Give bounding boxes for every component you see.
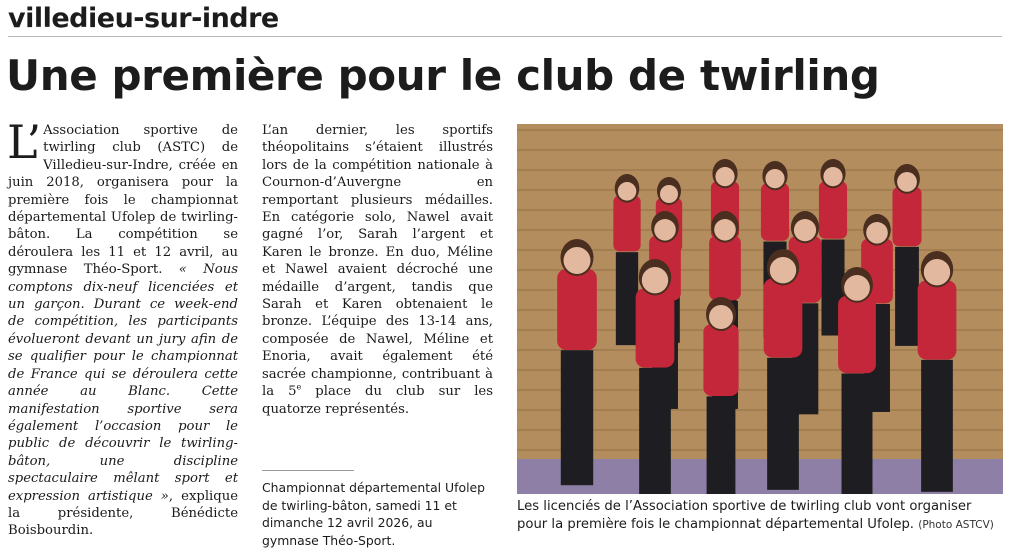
info-separator (262, 470, 354, 471)
body-text-col2a: L’an dernier, les sportifs théopolitains s’étaient illustrés lors de la compétition nationale à Cournon-d’Auvergne en remportant plusieurs médailles. En catégorie solo, Nawel avait gagné l’or, Sarah l’argent et Karen le bronze. En duo, Méline et Nawel avaient décroché une médaille d’argent, tandis que Sarah et Karen obtenaient le bronze. L’équipe des 13-14 ans, composée de Nawel, Méline et Enoria, avait également été sacrée championne, contribuant à la 5 (262, 123, 493, 400)
event-info-box: Championnat départemental Ufolep de twirling-bâton, samedi 11 et dimanche 12 avril 2026, au gymnase Théo-Sport. (262, 480, 485, 548)
drop-cap: L’ (7, 115, 42, 169)
team-member-figure (764, 249, 803, 490)
article-headline: Une première pour le club de twirling (6, 51, 880, 100)
caption-text: Les licenciés de l’Association sportive de twirling club vont organiser pour la première fois le championnat départemental Ufolep. (517, 499, 972, 532)
body-text-col2b: place du club sur les quatorze représentés. (262, 384, 493, 417)
team-member-figure (838, 267, 876, 494)
photo-credit: (Photo ASTCV) (918, 519, 994, 531)
section-kicker: villedieu-sur-indre (8, 3, 279, 34)
team-member-figure (557, 239, 597, 485)
article-column-1 (7, 115, 239, 540)
team-photo-illustration (517, 124, 1003, 494)
team-member-figure (918, 251, 957, 492)
team-photo (517, 124, 1003, 494)
photo-caption (517, 498, 1005, 534)
kicker-rule (8, 36, 1002, 37)
team-member-figure (892, 164, 921, 346)
team-member-figure (703, 297, 738, 494)
president-quote: « Nous comptons dix-neuf licenciées et un garçon. Durant ce week-end de compétition, les participants évolueront devant un jury afin de se qualifier pour le championnat de France qui se déroulera cette année au Blanc. Cette manifestation sportive sera également l’occasion pour le public de découvrir le twirling-bâton, une discipline spectaculaire mêlant sport et expression artistique » (8, 262, 238, 504)
ordinal-suffix: e (296, 382, 302, 392)
team-member-figure (636, 259, 675, 494)
article-column-2 (262, 122, 493, 418)
body-text-col1b: , explique la présidente, Bénédicte Boisbourdin. (8, 488, 239, 539)
body-text-col1a: Association sportive de twirling club (ASTC) de Villedieu-sur-Indre, créée en juin 2018, organisera pour la première fois le championnat départemental Ufolep de twirling-bâton. La compétition se déroulera les 11 et 12 avril, au gymnase Théo-Sport. (8, 123, 238, 278)
